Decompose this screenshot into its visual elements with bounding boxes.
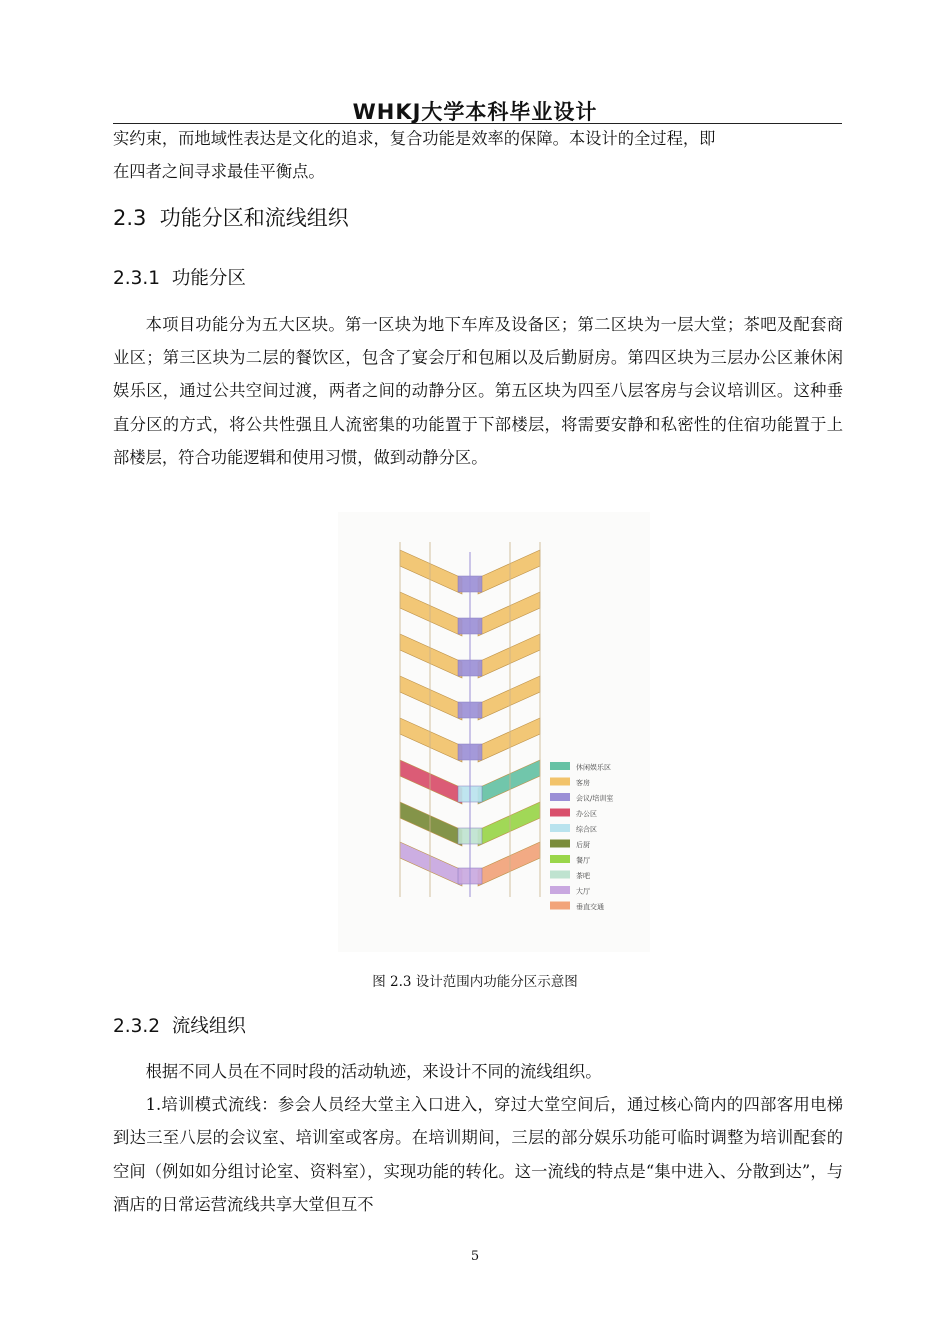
subsection-heading-1: [113, 264, 246, 290]
running-header: WHKJ大学本科毕业设计: [352, 100, 598, 124]
legend-label: 会议/培训室: [576, 794, 614, 803]
figure-legend: [550, 762, 613, 911]
floor-left-wing: [400, 676, 462, 720]
building-axonometric: [400, 542, 540, 897]
paragraph-text-2: 根据不同人员在不同时段的活动轨迹，来设计不同的流线组织。: [145, 1062, 602, 1081]
floor-right-wing: [478, 592, 540, 636]
section-number: 2.3: [113, 206, 147, 230]
section-heading: [113, 202, 349, 232]
legend-swatch: [550, 886, 570, 894]
legend-swatch: [550, 778, 570, 786]
intro-line-1: 实约束，而地域性表达是文化的追求，复合功能是效率的保障。本设计的全过程，即: [113, 129, 716, 148]
floor-right-wing: [478, 760, 540, 804]
legend-label: 客房: [576, 779, 590, 787]
floor-right-wing: [478, 550, 540, 594]
body-paragraph-2: [113, 1055, 843, 1221]
legend-label: 茶吧: [576, 872, 590, 880]
floor-left-wing: [400, 634, 462, 678]
legend-swatch: [550, 762, 570, 770]
floor-left-wing: [400, 592, 462, 636]
zoning-diagram: [338, 512, 650, 952]
floor-right-wing: [478, 676, 540, 720]
legend-swatch: [550, 902, 570, 910]
legend-label: 大厅: [576, 887, 590, 896]
intro-line-2: 在四者之间寻求最佳平衡点。: [113, 162, 325, 182]
legend-swatch: [550, 793, 570, 801]
floor-right-wing: [478, 802, 540, 846]
floor-left-wing: [400, 550, 462, 594]
legend-label: 后厨: [576, 841, 590, 849]
subsection-title-1: 功能分区: [171, 268, 246, 289]
subsection-number-2: 2.3.2: [113, 1016, 161, 1037]
floor-right-wing: [478, 634, 540, 678]
legend-label: 综合区: [576, 825, 597, 834]
legend-label: 办公区: [576, 810, 597, 818]
floor-left-wing: [400, 760, 462, 804]
legend-label: 垂直交通: [576, 903, 604, 911]
legend-swatch: [550, 824, 570, 832]
figure-caption: 图 2.3 设计范围内功能分区示意图: [372, 974, 578, 990]
legend-swatch: [550, 855, 570, 863]
legend-label: 休闲娱乐区: [576, 763, 611, 772]
legend-label: 餐厅: [576, 856, 590, 865]
legend-swatch: [550, 840, 570, 848]
paragraph-text-1: 本项目功能分为五大区块。第一区块为地下车库及设备区；第二区块为一层大堂；茶吧及配套商业区；第三区块为二层的餐饮区，包含了宴会厅和包厢以及后勤厨房。第四区块为三层办公区兼休闲娱乐区，通过公共空间过渡，两者之间的动静分区。第五区块为四至八层客房与会议培训区。这种垂直分区的方式，将公共性强且人流密集的功能置于下部楼层，将需要安静和私密性的住宿功能置于上部楼层，符合功能逻辑和使用习惯，做到动静分区。: [113, 315, 843, 467]
paragraph-text-3: 1.培训模式流线：参会人员经大堂主入口进入，穿过大堂空间后，通过核心筒内的四部客用电梯到达三至八层的会议室、培训室或客房。在培训期间，三层的部分娱乐功能可临时调整为培训配套的空间（例如如分组讨论室、资料室），实现功能的转化。这一流线的特点是“集中进入、分散到达”，与酒店的日常运营流线共享大堂但互不: [113, 1095, 843, 1214]
floor-left-wing: [400, 718, 462, 762]
floor-left-wing: [400, 802, 462, 846]
page-number: 5: [470, 1249, 480, 1264]
floor-right-wing: [478, 842, 540, 886]
floor-right-wing: [478, 718, 540, 762]
intro-paragraph: [113, 122, 843, 188]
subsection-title-2: 流线组织: [171, 1016, 246, 1037]
subsection-heading-2: [113, 1012, 246, 1038]
section-title: 功能分区和流线组织: [159, 206, 349, 230]
subsection-number-1: 2.3.1: [113, 268, 161, 289]
zoning-figure: [338, 512, 650, 952]
legend-swatch: [550, 871, 570, 879]
body-paragraph-1: [113, 308, 843, 474]
floor-left-wing: [400, 842, 462, 886]
legend-swatch: [550, 809, 570, 817]
